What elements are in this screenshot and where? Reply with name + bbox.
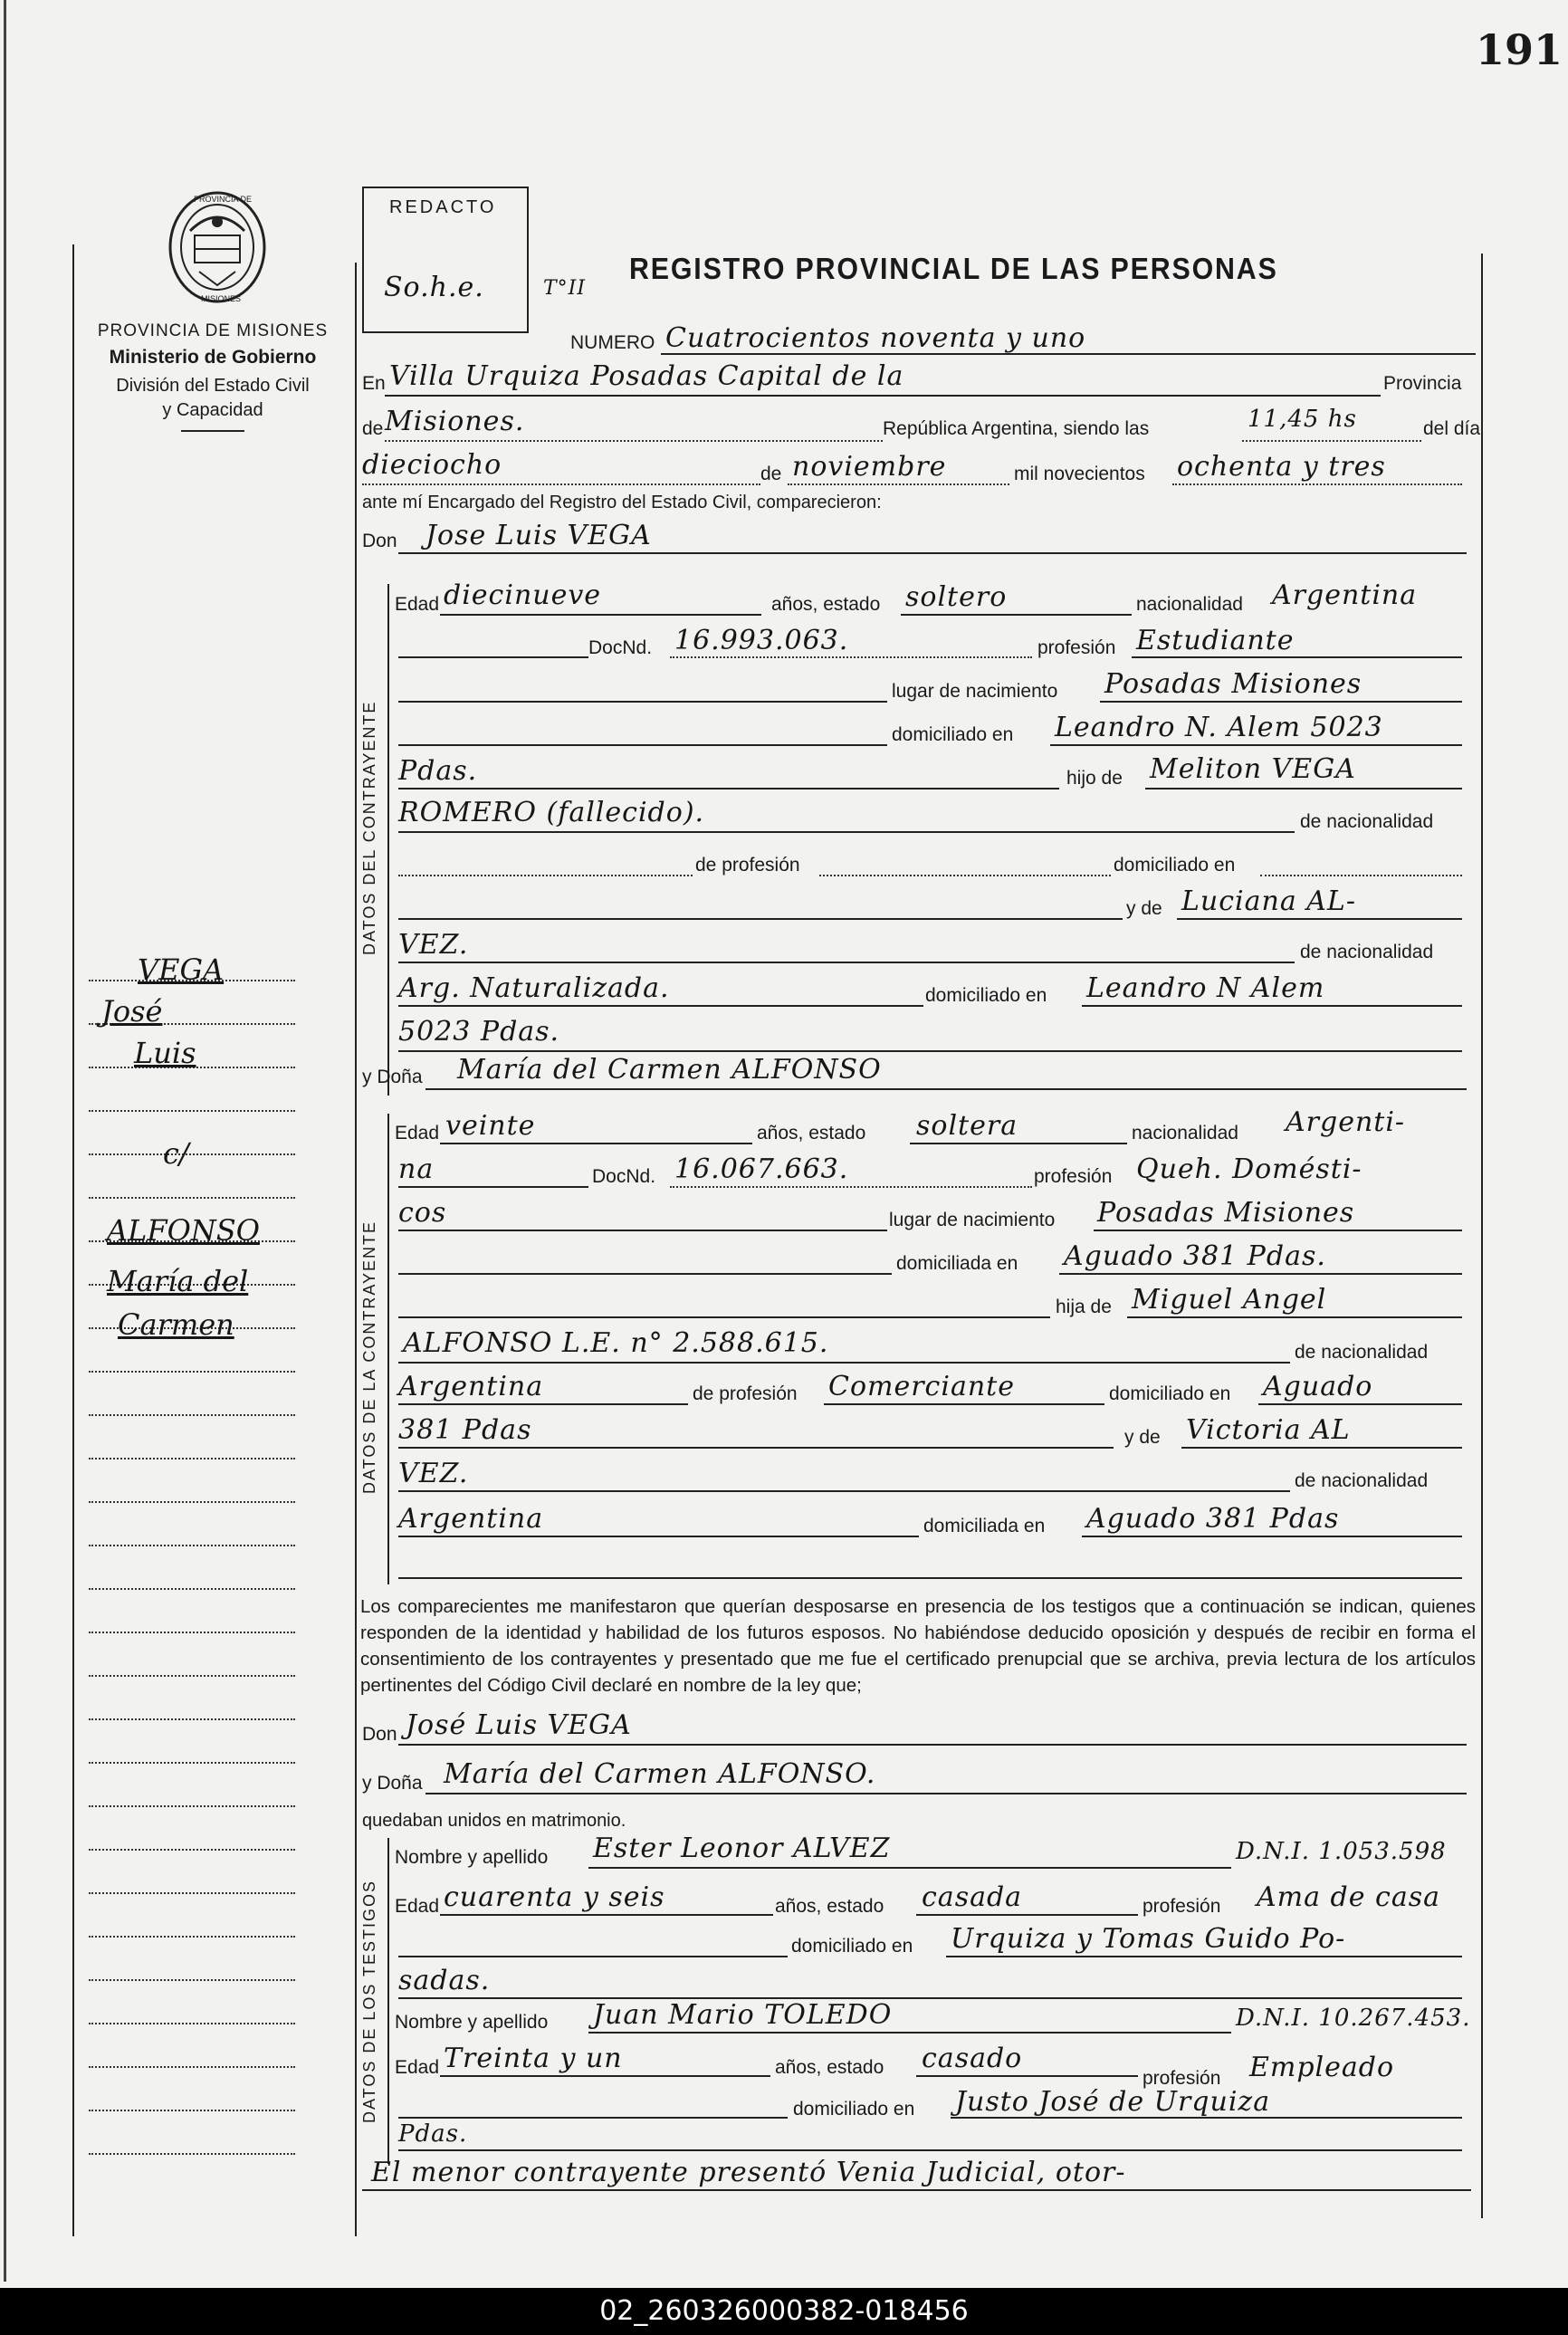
c-madre-dom-label: domiciliado en xyxy=(925,985,1047,1006)
c-edad-label: Edad xyxy=(395,594,440,615)
c-y-de-label: y de xyxy=(1126,898,1162,919)
left-edge-rule xyxy=(4,0,6,2282)
margin-dotted-line xyxy=(89,1762,295,1764)
f-padre-prof: Comerciante xyxy=(828,1371,1015,1402)
c-padre-value: Meliton VEGA xyxy=(1150,753,1356,785)
division-line1: División del Estado Civil xyxy=(116,376,310,396)
c-domicilio-label: domiciliado en xyxy=(892,724,1014,745)
t2-prof: Empleado xyxy=(1249,2052,1395,2083)
numero-label: NUMERO xyxy=(570,332,655,353)
t2-estado: casado xyxy=(922,2043,1023,2074)
hora-value: 11,45 hs xyxy=(1248,406,1357,433)
margin-dotted-line xyxy=(89,2153,295,2155)
f-madre-value: Victoria AL xyxy=(1186,1414,1351,1446)
de-value: Misiones. xyxy=(385,406,525,437)
contrayente-rule xyxy=(387,584,389,1096)
t1-edad: cuarenta y seis xyxy=(444,1881,665,1913)
del-dia-text: del día xyxy=(1423,418,1481,439)
stamp-label: REDACTO xyxy=(389,197,497,217)
f-padre-value: Miguel Angel xyxy=(1132,1284,1327,1316)
margin-dotted-line xyxy=(89,1979,295,1981)
margin-dotted-line xyxy=(89,1458,295,1459)
don-label: Don xyxy=(362,531,397,551)
margin-dotted-line xyxy=(89,1110,295,1112)
t1-dom-cont: sadas. xyxy=(398,1965,491,1996)
margin-dotted-line xyxy=(89,1588,295,1590)
f-profesion-value: Queh. Domésti- xyxy=(1136,1153,1362,1185)
f-domiciliado-en: domiciliado en xyxy=(1109,1383,1231,1404)
mes-value: noviembre xyxy=(792,451,947,483)
t2-nombre: Juan Mario TOLEDO xyxy=(593,1999,893,2031)
margin-dotted-line xyxy=(89,1892,295,1894)
t2-dom: Justo José de Urquiza xyxy=(955,2086,1271,2118)
c-anos-estado: años, estado xyxy=(771,594,881,615)
t2-anos-estado: años, estado xyxy=(775,2057,884,2078)
c-estado-value: soltero xyxy=(905,581,1008,613)
f-edad-value: veinte xyxy=(445,1110,536,1142)
t1-domicilio-label: domiciliado en xyxy=(791,1936,913,1957)
f-hija-label: hija de xyxy=(1056,1297,1112,1317)
f-nacionalidad-value: Argenti- xyxy=(1286,1106,1406,1138)
margin-surname: VEGA xyxy=(138,952,225,987)
margin-dotted-line xyxy=(89,1197,295,1199)
margin-dotted-line xyxy=(89,1545,295,1546)
dona-value: María del Carmen ALFONSO xyxy=(457,1054,882,1086)
anio-value: ochenta y tres xyxy=(1177,451,1386,483)
f-padre-dom: Aguado xyxy=(1263,1371,1373,1402)
en-label: En xyxy=(362,373,386,394)
dona-label: y Doña xyxy=(362,1067,423,1087)
c-edad-value: diecinueve xyxy=(444,579,602,611)
f-madre-dom-label: domiciliada en xyxy=(923,1516,1046,1536)
c-de-nacionalidad-2: de nacionalidad xyxy=(1300,942,1434,962)
margin-separator: c/ xyxy=(163,1136,189,1171)
t2-nombre-label: Nombre y apellido xyxy=(395,2012,549,2033)
decl-dona-label: y Doña xyxy=(362,1773,423,1794)
de-label: de xyxy=(362,418,384,439)
t1-estado: casada xyxy=(922,1881,1023,1913)
margin-dotted-line xyxy=(89,1936,295,1938)
dia-value: dieciocho xyxy=(362,449,502,481)
t1-edad-label: Edad xyxy=(395,1896,440,1917)
f-nac-cont: na xyxy=(398,1153,435,1185)
footer-bar xyxy=(0,2288,1568,2335)
margin-dotted-line xyxy=(89,1371,295,1373)
c-lugar-label: lugar de nacimiento xyxy=(892,681,1058,702)
margin-dotted-line xyxy=(89,1718,295,1720)
f-edad-label: Edad xyxy=(395,1123,440,1144)
c-domiciliado-en: domiciliado en xyxy=(1114,855,1236,876)
t1-nombre: Ester Leonor ALVEZ xyxy=(593,1833,891,1864)
f-de-nacionalidad-1: de nacionalidad xyxy=(1295,1342,1429,1363)
f-madre-cont: VEZ. xyxy=(398,1458,469,1489)
page-title: REGISTRO PROVINCIAL DE LAS PERSONAS xyxy=(629,252,1278,285)
don-value: Jose Luis VEGA xyxy=(425,520,652,551)
t2-edad: Treinta y un xyxy=(444,2043,623,2074)
republica-text: República Argentina, siendo las xyxy=(883,418,1150,439)
form-left-border xyxy=(355,263,357,2236)
t2-profesion-label: profesión xyxy=(1143,2068,1221,2089)
en-value: Villa Urquiza Posadas Capital de la xyxy=(389,360,904,392)
c-madre-cont: VEZ. xyxy=(398,929,469,961)
ministry-name: Ministerio de Gobierno xyxy=(109,347,317,368)
form-right-border xyxy=(1481,254,1483,2218)
f-de-profesion: de profesión xyxy=(693,1383,798,1404)
c-domicilio-value: Leandro N. Alem 5023 xyxy=(1055,712,1383,743)
province-name: PROVINCIA DE MISIONES xyxy=(97,321,329,340)
contrayente-side-label: DATOS DEL CONTRAYENTE xyxy=(360,700,378,955)
f-anos-estado: años, estado xyxy=(757,1123,866,1144)
margin-dotted-line xyxy=(89,1805,295,1807)
f-profesion-label: profesión xyxy=(1034,1166,1113,1187)
mil-label: mil novecientos xyxy=(1014,464,1145,484)
t2-dom-cont: Pdas. xyxy=(398,2120,468,2148)
f-padre-dom-cont: 381 Pdas xyxy=(398,1414,532,1446)
margin-firstname-3: María del xyxy=(107,1264,249,1298)
contrayenta-side-label: DATOS DE LA CONTRAYENTE xyxy=(360,1220,378,1494)
t2-edad-label: Edad xyxy=(395,2057,440,2078)
decl-don-value: José Luis VEGA xyxy=(406,1709,632,1741)
c-padre-cont: ROMERO (fallecido). xyxy=(398,797,705,828)
margin-dotted-line xyxy=(89,1414,295,1416)
t1-prof: Ama de casa xyxy=(1257,1881,1440,1913)
f-profesion-cont: cos xyxy=(398,1197,447,1229)
ante-text: ante mí Encargado del Registro del Estado Civil, comparecieron: xyxy=(362,493,882,512)
footer-id: 02_260326000382-018456 xyxy=(599,2295,969,2327)
testigos-rule xyxy=(387,1838,389,2164)
seal-bottom-text: MISIONES xyxy=(201,294,242,303)
t2-doc: D.N.I. 10.267.453. xyxy=(1236,2005,1471,2032)
decl-dona-value: María del Carmen ALFONSO. xyxy=(444,1758,876,1790)
c-nacionalidad-label: nacionalidad xyxy=(1136,594,1243,615)
c-de-nacionalidad-1: de nacionalidad xyxy=(1300,811,1434,832)
stamp-note: So.h.e. xyxy=(384,272,484,303)
f-lugar-label: lugar de nacimiento xyxy=(889,1210,1056,1230)
f-madre-nac: Argentina xyxy=(398,1503,544,1535)
margin-surname-2: ALFONSO xyxy=(107,1213,260,1248)
declaration-text: Los comparecientes me manifestaron que querían desposarse en presencia de los testigos que a continuación se indican, quienes responden de la identidad y habilidad de los futuros esposos. No habiéndose deducido oposición y después de recibir en forma el consentimiento de los contrayentes y presentado que me fue el certificado prenupcial que se archiva, previa lectura de los artículos pertinentes del Código Civil declaré en nombre de la ley que; xyxy=(360,1596,1476,1696)
f-estado-value: soltera xyxy=(916,1110,1018,1142)
c-madre-nac: Arg. Naturalizada. xyxy=(398,972,670,1004)
c-profesion-value: Estudiante xyxy=(1136,625,1295,656)
margin-dotted-line xyxy=(89,1849,295,1851)
f-padre-cont: ALFONSO L.E. n° 2.588.615. xyxy=(403,1327,829,1359)
margin-dotted-line xyxy=(89,1501,295,1503)
seal-top-text: PROVINCIA DE xyxy=(194,195,253,204)
c-nacionalidad-value: Argentina xyxy=(1272,579,1418,611)
c-madre-dom-cont: 5023 Pdas. xyxy=(398,1016,560,1048)
contrayenta-rule xyxy=(387,1114,389,1584)
f-madre-dom: Aguado 381 Pdas xyxy=(1086,1503,1340,1535)
decl-quedaban: quedaban unidos en matrimonio. xyxy=(362,1811,626,1831)
margin-dotted-line xyxy=(89,1675,295,1677)
c-doc-label: DocNd. xyxy=(588,637,653,658)
t1-doc: D.N.I. 1.053.598 xyxy=(1236,1838,1447,1865)
left-margin-rule xyxy=(72,244,74,2236)
margin-firstname-2: Luis xyxy=(134,1036,196,1070)
closing-note: El menor contrayente presentó Venia Judicial, otor- xyxy=(371,2157,1126,2188)
t1-anos-estado: años, estado xyxy=(775,1896,884,1917)
c-lugar-value: Posadas Misiones xyxy=(1104,668,1362,700)
stamp-tomo: T°II xyxy=(543,277,587,300)
f-doc-label: DocNd. xyxy=(592,1166,656,1187)
margin-firstname-4: Carmen xyxy=(118,1307,234,1342)
page-number: 191 xyxy=(1476,25,1563,74)
t1-nombre-label: Nombre y apellido xyxy=(395,1847,549,1868)
f-domicilio-value: Aguado 381 Pdas. xyxy=(1064,1240,1326,1272)
provincial-seal xyxy=(163,186,272,312)
province-heading xyxy=(81,321,344,432)
decl-don-label: Don xyxy=(362,1724,397,1745)
c-madre-dom: Leandro N Alem xyxy=(1086,972,1325,1004)
f-y-de-label: y de xyxy=(1124,1427,1161,1448)
t1-dom: Urquiza y Tomas Guido Po- xyxy=(951,1923,1346,1955)
f-de-nacionalidad-2: de nacionalidad xyxy=(1295,1470,1429,1491)
de2-label: de xyxy=(760,464,782,484)
redacto-stamp xyxy=(362,187,529,333)
f-padre-nac: Argentina xyxy=(398,1371,544,1402)
f-doc-value: 16.067.663. xyxy=(674,1153,849,1185)
margin-dotted-line xyxy=(89,1632,295,1633)
division-line2: y Capacidad xyxy=(162,400,263,420)
t1-profesion-label: profesión xyxy=(1143,1896,1221,1917)
c-de-profesion: de profesión xyxy=(695,855,800,876)
c-profesion-label: profesión xyxy=(1037,637,1116,658)
c-madre-value: Luciana AL- xyxy=(1181,885,1356,917)
f-domicilio-label: domiciliada en xyxy=(896,1253,1018,1274)
margin-dotted-line xyxy=(89,2066,295,2068)
c-doc-value: 16.993.063. xyxy=(674,625,849,656)
c-domicilio-cont: Pdas. xyxy=(398,755,478,787)
t2-domicilio-label: domiciliado en xyxy=(793,2099,915,2120)
provincia-label: Provincia xyxy=(1383,373,1462,394)
testigos-side-label: DATOS DE LOS TESTIGOS xyxy=(360,1879,378,2123)
numero-value: Cuatrocientos noventa y uno xyxy=(665,322,1086,354)
f-nacionalidad-label: nacionalidad xyxy=(1132,1123,1238,1144)
c-hijo-label: hijo de xyxy=(1066,768,1123,789)
margin-dotted-line xyxy=(89,2023,295,2024)
margin-dotted-line xyxy=(89,1153,295,1155)
margin-dotted-line xyxy=(89,2110,295,2111)
margin-firstname-1: José xyxy=(101,994,163,1029)
f-lugar-value: Posadas Misiones xyxy=(1097,1197,1355,1229)
